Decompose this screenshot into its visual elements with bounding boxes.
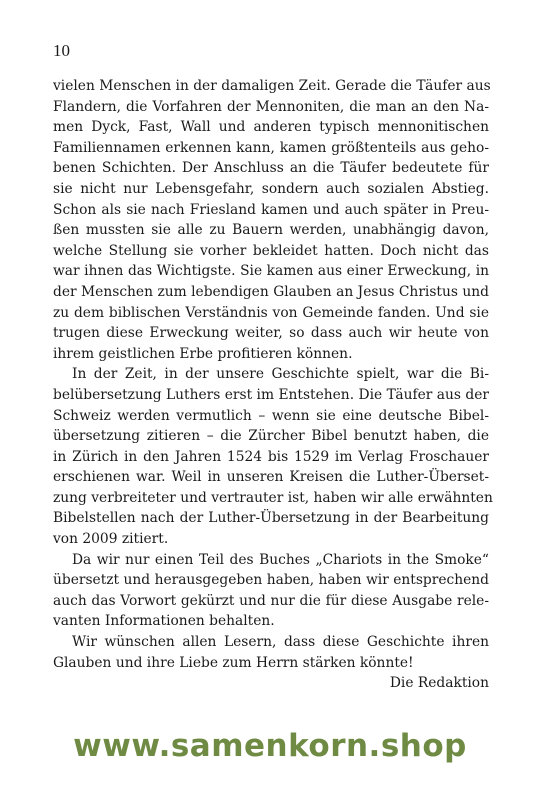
text-line: Glauben und ihre Liebe zum Herrn stärken könnte!: [53, 654, 414, 671]
text-line: sie nicht nur Lebensgefahr, sondern auch sozialen Abstieg.: [53, 180, 489, 197]
text-line: Schweiz werden vermutlich – wenn sie eine deutsche Bibel-: [53, 407, 489, 424]
text-line: Bibelstellen nach der Luther-Übersetzung in der Bearbeitung: [53, 510, 489, 527]
text-line: belübersetzung Luthers erst im Entstehen. Die Täufer aus der: [53, 386, 489, 403]
text-line: übersetzt und herausgegeben haben, haben wir entsprechend: [53, 572, 489, 589]
text-line: benen Schichten. Der Anschluss an die Täufer bedeutete für: [53, 160, 489, 177]
body-text: [53, 76, 493, 694]
signature-line: Die Redaktion: [389, 675, 489, 692]
text-line: übersetzung zitieren – die Zürcher Bibel benutzt haben, die: [53, 428, 489, 445]
text-line: erschienen war. Weil in unseren Kreisen die Luther-Überset-: [53, 469, 489, 486]
text-line: zu dem biblischen Verständnis von Gemeinde fanden. Und sie: [53, 304, 489, 321]
footer-url: www.samenkorn.shop: [73, 728, 467, 764]
text-line: ihrem geistlichen Erbe profitieren können.: [53, 345, 353, 362]
text-line: Flandern, die Vorfahren der Mennoniten, die man an den Na-: [53, 98, 489, 115]
text-line: zung verbreiteter und vertrauter ist, haben wir alle erwähnten: [53, 489, 493, 506]
text-line: In der Zeit, in der unsere Geschichte spielt, war die Bi-: [72, 366, 489, 383]
text-line: Schon als sie nach Friesland kamen und auch später in Preu-: [53, 201, 489, 218]
text-line: vielen Menschen in der damaligen Zeit. Gerade die Täufer aus: [53, 78, 491, 94]
text-line: auch das Vorwort gekürzt und nur die für diese Ausgabe rele-: [53, 592, 489, 609]
text-line: der Menschen zum lebendigen Glauben an Jesus Christus und: [53, 283, 489, 300]
text-line: Wir wünschen allen Lesern, dass diese Geschichte ihren: [72, 634, 489, 651]
text-line: vanten Informationen behalten.: [53, 613, 275, 630]
text-line: in Zürich in den Jahren 1524 bis 1529 im Verlag Froschauer: [53, 448, 489, 465]
text-line: men Dyck, Fast, Wall und anderen typisch mennonitischen: [53, 119, 489, 136]
text-line: Da wir nur einen Teil des Buches „Chariots in the Smoke“: [72, 551, 489, 568]
text-line: von 2009 zitiert.: [53, 531, 169, 548]
text-line: trugen diese Erweckung weiter, so dass auch wir heute von: [53, 325, 489, 342]
text-line: war ihnen das Wichtigste. Sie kamen aus einer Erweckung, in: [53, 263, 489, 280]
text-line: ßen mussten sie alle zu Bauern werden, unabhängig davon,: [53, 222, 489, 239]
page-number: 10: [53, 41, 70, 60]
text-line: welche Stellung sie vorher bekleidet hatten. Doch nicht das: [53, 242, 489, 259]
text-line: Familiennamen erkennen kann, kamen größtenteils aus geho-: [53, 139, 489, 156]
